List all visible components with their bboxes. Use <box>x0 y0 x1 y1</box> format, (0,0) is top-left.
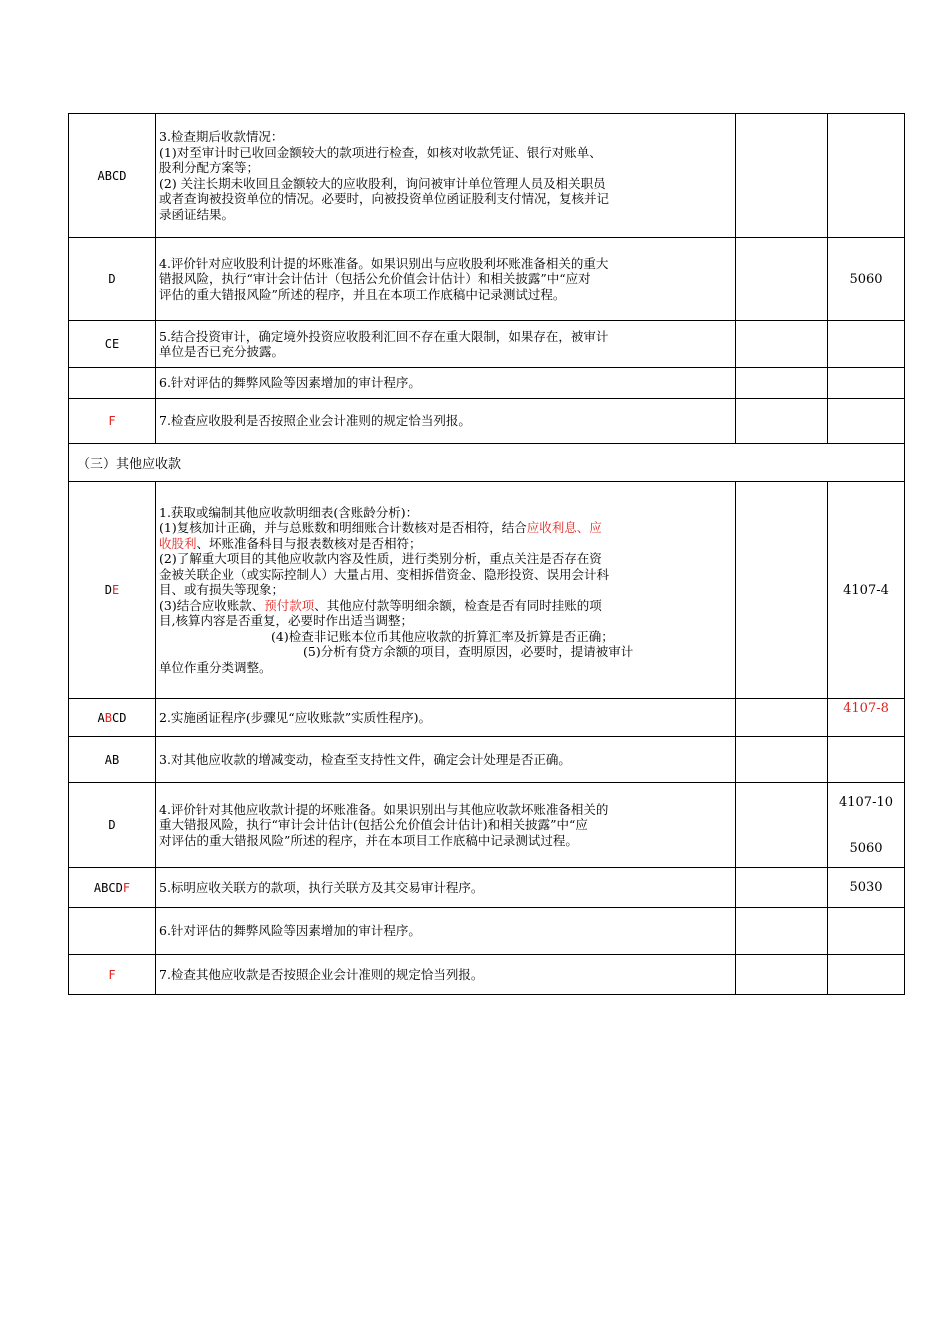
workpaper-ref: 4107-4 <box>828 482 905 699</box>
executor-cell <box>736 955 828 995</box>
executor-cell <box>736 908 828 955</box>
assertion-code <box>69 368 156 399</box>
executor-cell <box>736 699 828 737</box>
procedure-text: 6.针对评估的舞弊风险等因素增加的审计程序。 <box>156 368 736 399</box>
executor-cell <box>736 114 828 238</box>
assertion-code: F <box>69 399 156 444</box>
highlighted-account: 应收利息、应 <box>526 520 602 536</box>
assertion-code: D <box>69 783 156 868</box>
procedure-text: 3.检查期后收款情况： (1)对至审计时已收回金额较大的款项进行检查，如核对收款凭证、银行对账单、 股利分配方案等； (2) 关注长期未收回且金额较大的应收股利，询问被审计单位管理人员及相关职员 或者查询被投资单位的情况。必要时，向被投资单位函证股利支付情况，复核并记 录函证结果。 <box>156 114 736 238</box>
workpaper-ref <box>828 908 905 955</box>
highlighted-account: 收股利 <box>159 535 197 551</box>
procedure-text: 3.对其他应收款的增减变动，检查至支持性文件，确定会计处理是否正确。 <box>156 737 736 783</box>
workpaper-ref <box>828 399 905 444</box>
table-row <box>69 699 905 737</box>
executor-cell <box>736 482 828 699</box>
executor-cell <box>736 368 828 399</box>
executor-cell <box>736 737 828 783</box>
executor-cell <box>736 783 828 868</box>
section-header-row <box>69 444 905 482</box>
executor-cell <box>736 238 828 321</box>
workpaper-ref: 4107-8 <box>828 699 905 737</box>
table-row <box>69 399 905 444</box>
procedure-text: 7.检查其他应收款是否按照企业会计准则的规定恰当列报。 <box>156 955 736 995</box>
executor-cell <box>736 868 828 908</box>
table-row <box>69 783 905 868</box>
assertion-code: AB <box>69 737 156 783</box>
executor-cell <box>736 399 828 444</box>
executor-cell <box>736 321 828 368</box>
table-row <box>69 114 905 238</box>
workpaper-ref <box>828 114 905 238</box>
table-row <box>69 321 905 368</box>
assertion-code: D <box>69 238 156 321</box>
procedure-text: 2.实施函证程序(步骤见“应收账款”实质性程序)。 <box>156 699 736 737</box>
procedure-text: 7.检查应收股利是否按照企业会计准则的规定恰当列报。 <box>156 399 736 444</box>
workpaper-ref <box>828 321 905 368</box>
table-row <box>69 737 905 783</box>
assertion-code: ABCDF <box>69 868 156 908</box>
assertion-code: CE <box>69 321 156 368</box>
procedure-text: 4.评价针对其他应收款计提的坏账准备。如果识别出与其他应收款坏账准备相关的 重大错报风险，执行“审计会计估计(包括公允价值会计估计)和相关披露”中“应 对评估的重大错报风险”所述的程序，并在本项目工作底稿中记录测试过程。 <box>156 783 736 868</box>
table-row <box>69 908 905 955</box>
workpaper-ref: 4107-10 5060 <box>828 783 905 868</box>
assertion-code: ABCD <box>69 699 156 737</box>
table-row <box>69 238 905 321</box>
workpaper-ref <box>828 955 905 995</box>
workpaper-ref: 5030 <box>828 868 905 908</box>
workpaper-ref: 5060 <box>828 238 905 321</box>
workpaper-ref <box>828 737 905 783</box>
procedure-text: 5.标明应收关联方的款项，执行关联方及其交易审计程序。 <box>156 868 736 908</box>
assertion-code: ABCD <box>69 114 156 238</box>
procedure-text: 1.获取或编制其他应收款明细表(含账龄分析)： (1)复核加计正确，并与总账数和明细账合计数核对是否相符，结合应收利息、应 收股利、坏账准备科目与报表数核对是否相符； (2)了解重大项目的其他应收款内容及性质，进行类别分析，重点关注是否存在资 金被关联企业（或实际控制人）大量占用、变相拆借资金、隐形投资、误用会计科 目、或有损失等现象； (3)结合应收账款、预付款项、其他应付款等明细余额，检查是否有同时挂账的项 目,核算内容是否重复，必要时作出适当调整； (4)检查非记账本位币其他应收款的折算汇率及折算是否正确； (5)分析有贷方余额的项目，查明原因，必要时，提请被审计 单位作重分类调整。 <box>156 482 736 699</box>
highlighted-account: 预付款项 <box>264 597 315 613</box>
section-title: （三）其他应收款 <box>69 444 905 482</box>
assertion-code <box>69 908 156 955</box>
procedure-text: 4.评价针对应收股利计提的坏账准备。如果识别出与应收股利坏账准备相关的重大 错报风险，执行“审计会计估计（包括公允价值会计估计）和相关披露”中“应对 评估的重大错报风险”所述的程序，并且在本项工作底稿中记录测试过程。 <box>156 238 736 321</box>
audit-procedure-table <box>68 113 905 995</box>
table-row <box>69 482 905 699</box>
workpaper-ref <box>828 368 905 399</box>
assertion-code: DE <box>69 482 156 699</box>
table-row <box>69 368 905 399</box>
procedure-text: 6.针对评估的舞弊风险等因素增加的审计程序。 <box>156 908 736 955</box>
assertion-code: F <box>69 955 156 995</box>
table-row <box>69 868 905 908</box>
procedure-text: 5.结合投资审计，确定境外投资应收股利汇回不存在重大限制，如果存在，被审计 单位是否已充分披露。 <box>156 321 736 368</box>
table-row <box>69 955 905 995</box>
